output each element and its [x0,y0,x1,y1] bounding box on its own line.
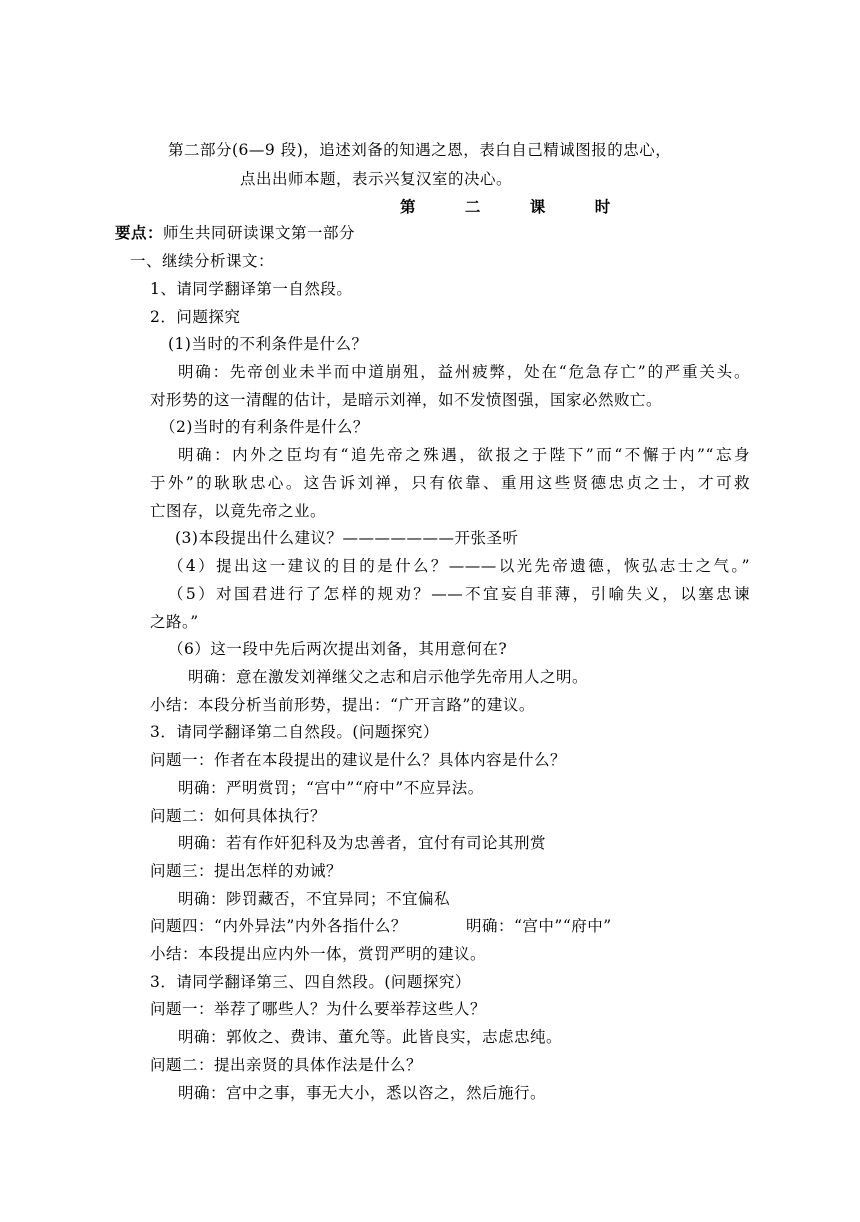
problem-2b-answer: 明确：宫中之事，事无大小，悉以咨之，然后施行。 [178,1084,547,1102]
question-6: （6）这一段中先后两次提出刘备，其用意何在? [168,640,508,658]
item-translate-para2: 3．请同学翻译第二自然段。(问题探究） [150,723,439,741]
summary-1: 小结：本段分析当前形势，提出：“广开言路”的建议。 [150,696,535,714]
lesson-title: 第 二 课 时 [400,197,633,216]
key-point-text: 师生共同研读课文第一部分 [163,224,356,242]
problem-2: 问题二：如何具体执行？ [150,807,327,825]
question-4: （4）提出这一建议的目的是什么？———以光先帝遗德，恢弘志士之气。” [168,557,750,575]
key-point-label: 要点： [115,223,164,242]
answer-2-line3: 亡图存，以竟先帝之业。 [150,502,327,520]
question-1: (1)当时的不利条件是什么？ [168,335,368,353]
answer-1-line2: 对形势的这一清醒的估计，是暗示刘禅，如不发愤图强，国家必然败亡。 [150,391,663,409]
problem-3-answer: 明确：陟罚藏否，不宜异同；不宜偏私 [178,890,451,908]
problem-1: 问题一：作者在本段提出的建议是什么？具体内容是什么？ [150,751,567,769]
problem-3: 问题三：提出怎样的劝诫？ [150,862,343,880]
problem-1b-answer: 明确：郭攸之、费讳、董允等。此皆良实，志虑忠纯。 [178,1028,563,1046]
question-2: （2)当时的有利条件是什么？ [160,418,369,436]
part2-summary-line2: 点出出师本题，表示兴复汉室的决心。 [240,170,513,188]
item-translate-para1: 1、请同学翻译第一自然段。 [150,280,353,298]
answer-2-line1: 明确：内外之臣均有“追先帝之殊遇，欲报之于陛下”而“不懈于内”“忘身 [178,446,750,464]
problem-2b: 问题二：提出亲贤的具体作法是什么？ [150,1056,423,1074]
problem-4: 问题四：“内外异法”内外各指什么？ [150,917,407,935]
problem-2-answer: 明确：若有作奸犯科及为忠善者，宜付有司论其刑赏 [178,834,547,852]
problem-4-answer: 明确：“宫中”“府中” [466,917,612,935]
item-problem-inquiry: 2．问题探究 [150,308,241,326]
question-5-line1: （5）对国君进行了怎样的规劝？——不宜妄自菲薄，引喻失义，以塞忠谏 [168,585,750,603]
item-translate-para3-4: 3．请同学翻译第三、四自然段。(问题探究） [150,973,471,991]
question-3: (3)本段提出什么建议？———————开张圣听 [175,529,519,547]
answer-2-line2: 于外”的耿耿忠心。这告诉刘禅，只有依靠、重用这些贤德忠贞之士，才可救 [150,474,750,492]
answer-1-line1: 明确：先帝创业未半而中道崩殂，益州疲弊，处在“危急存亡”的严重关头。 [178,363,750,381]
problem-1b: 问题一：举荐了哪些人？为什么要举荐这些人？ [150,1000,487,1018]
summary-2: 小结：本段提出应内外一体，赏罚严明的建议。 [150,945,487,963]
key-point [115,222,355,244]
section-heading: 一、继续分析课文： [130,252,275,270]
answer-6: 明确：意在激发刘禅继父之志和启示他学先帝用人之明。 [188,668,589,686]
problem-1-answer: 明确：严明赏罚；“宫中”“府中”不应异法。 [178,779,484,797]
question-5-line2: 之路。” [150,613,199,631]
part2-summary-line1: 第二部分(6—9 段)，追述刘备的知遇之恩，表白自己精诚图报的忠心， [168,141,672,159]
